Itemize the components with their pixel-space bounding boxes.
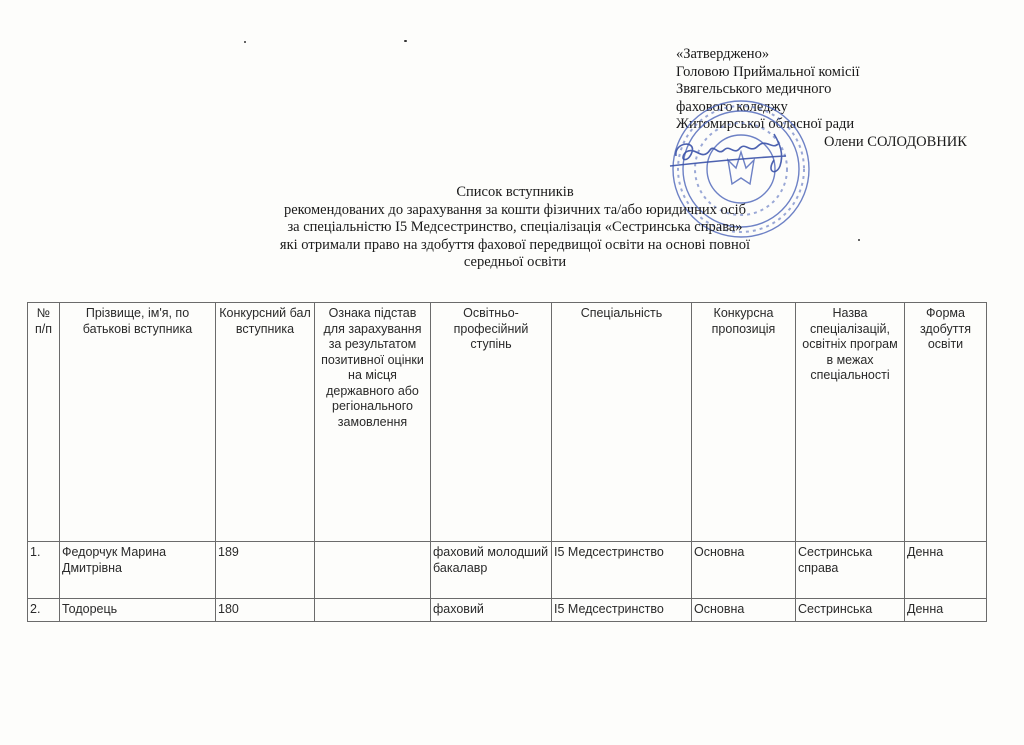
header-admission-basis: Ознака підстав для зарахування за результатом позитивної оцінки на місця державного або регіонального замовлення [315, 303, 431, 542]
scan-speck [404, 40, 407, 42]
cell-competitive-offer: Основна [692, 599, 796, 622]
heading-line-5: середньої освіти [463, 254, 567, 270]
header-degree: Освітньо-професійний ступінь [431, 303, 552, 542]
header-specialty: Спеціальність [552, 303, 692, 542]
cell-score: 180 [216, 599, 315, 622]
document-heading [210, 184, 820, 272]
heading-line-4: які отримали право на здобуття фахової передвищої освіти на основі повної [279, 236, 751, 253]
cell-admission-basis [315, 542, 431, 599]
cell-competitive-offer: Основна [692, 542, 796, 599]
heading-line-2: рекомендованих до зарахування за кошти фізичних та/або юридичних осіб [283, 201, 747, 218]
cell-study-form: Денна [905, 599, 987, 622]
cell-specialty: I5 Медсестринство [552, 599, 692, 622]
table-row [28, 599, 987, 622]
heading-title: Список вступників [456, 184, 574, 200]
applicants-table [27, 302, 987, 622]
header-competitive-offer: Конкурсна пропозиція [692, 303, 796, 542]
cell-full-name: Тодорець [60, 599, 216, 622]
scan-speck [858, 239, 860, 241]
header-score: Конкурсний бал вступника [216, 303, 315, 542]
approval-title: «Затверджено» [676, 46, 770, 62]
header-number: № п/п [28, 303, 60, 542]
cell-number: 2. [28, 599, 60, 622]
table-row [28, 542, 987, 599]
cell-specialty: I5 Медсестринство [552, 542, 692, 599]
cell-degree: фаховий молодший бакалавр [431, 542, 552, 599]
signature [670, 134, 786, 172]
approval-org-line1: Звягельського медичного [676, 81, 832, 97]
cell-number: 1. [28, 542, 60, 599]
cell-specialization: Сестринська [796, 599, 905, 622]
approval-org-line3: Житомирської обласної ради [676, 116, 855, 132]
approval-position: Головою Приймальної комісії [676, 63, 860, 80]
cell-specialization: Сестринська справа [796, 542, 905, 599]
heading-line-3: за спеціальністю I5 Медсестринство, спеціалізація «Сестринська справа» [287, 219, 743, 235]
cell-full-name: Федорчук Марина Дмитрівна [60, 542, 216, 599]
approval-org-line2: фахового коледжу [676, 98, 788, 115]
approval-signer: Олени СОЛОДОВНИК [824, 133, 967, 150]
cell-degree: фаховий [431, 599, 552, 622]
table-header-row [28, 303, 987, 542]
cell-score: 189 [216, 542, 315, 599]
header-specialization: Назва спеціалізацій, освітніх програм в межах спеціальності [796, 303, 905, 542]
scan-speck [244, 41, 246, 43]
cell-admission-basis [315, 599, 431, 622]
cell-study-form: Денна [905, 542, 987, 599]
header-study-form: Форма здобуття освіти [905, 303, 987, 542]
header-full-name: Прізвище, ім'я, по батькові вступника [60, 303, 216, 542]
